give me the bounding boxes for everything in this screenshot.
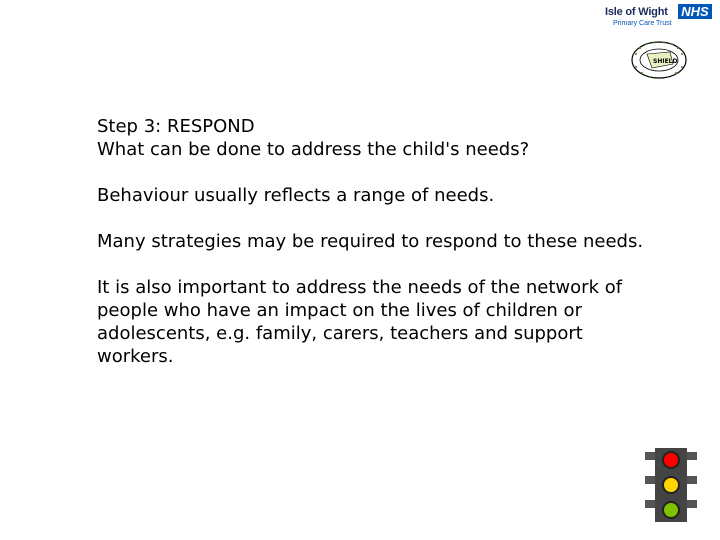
slide-heading-question: What can be done to address the child's needs? bbox=[97, 139, 530, 160]
seal-text: SHIELD bbox=[653, 58, 678, 65]
trust-subtitle: Primary Care Trust bbox=[613, 20, 672, 27]
shield-seal-logo bbox=[630, 40, 688, 80]
paragraph-network: It is also important to address the needs of the network of people who have an impact on the lives of children or adolescents, e.g. family, carers, teachers and support workers. bbox=[97, 277, 623, 367]
slide-body bbox=[97, 115, 657, 368]
nhs-badge: NHS bbox=[678, 4, 712, 19]
slide-heading-step: Step 3: RESPOND bbox=[97, 116, 255, 137]
paragraph-strategies: Many strategies may be required to respond to these needs. bbox=[97, 231, 644, 252]
traffic-light-icon bbox=[645, 448, 697, 522]
paragraph-behaviour: Behaviour usually reflects a range of needs. bbox=[97, 185, 495, 206]
org-name: Isle of Wight bbox=[605, 6, 668, 18]
